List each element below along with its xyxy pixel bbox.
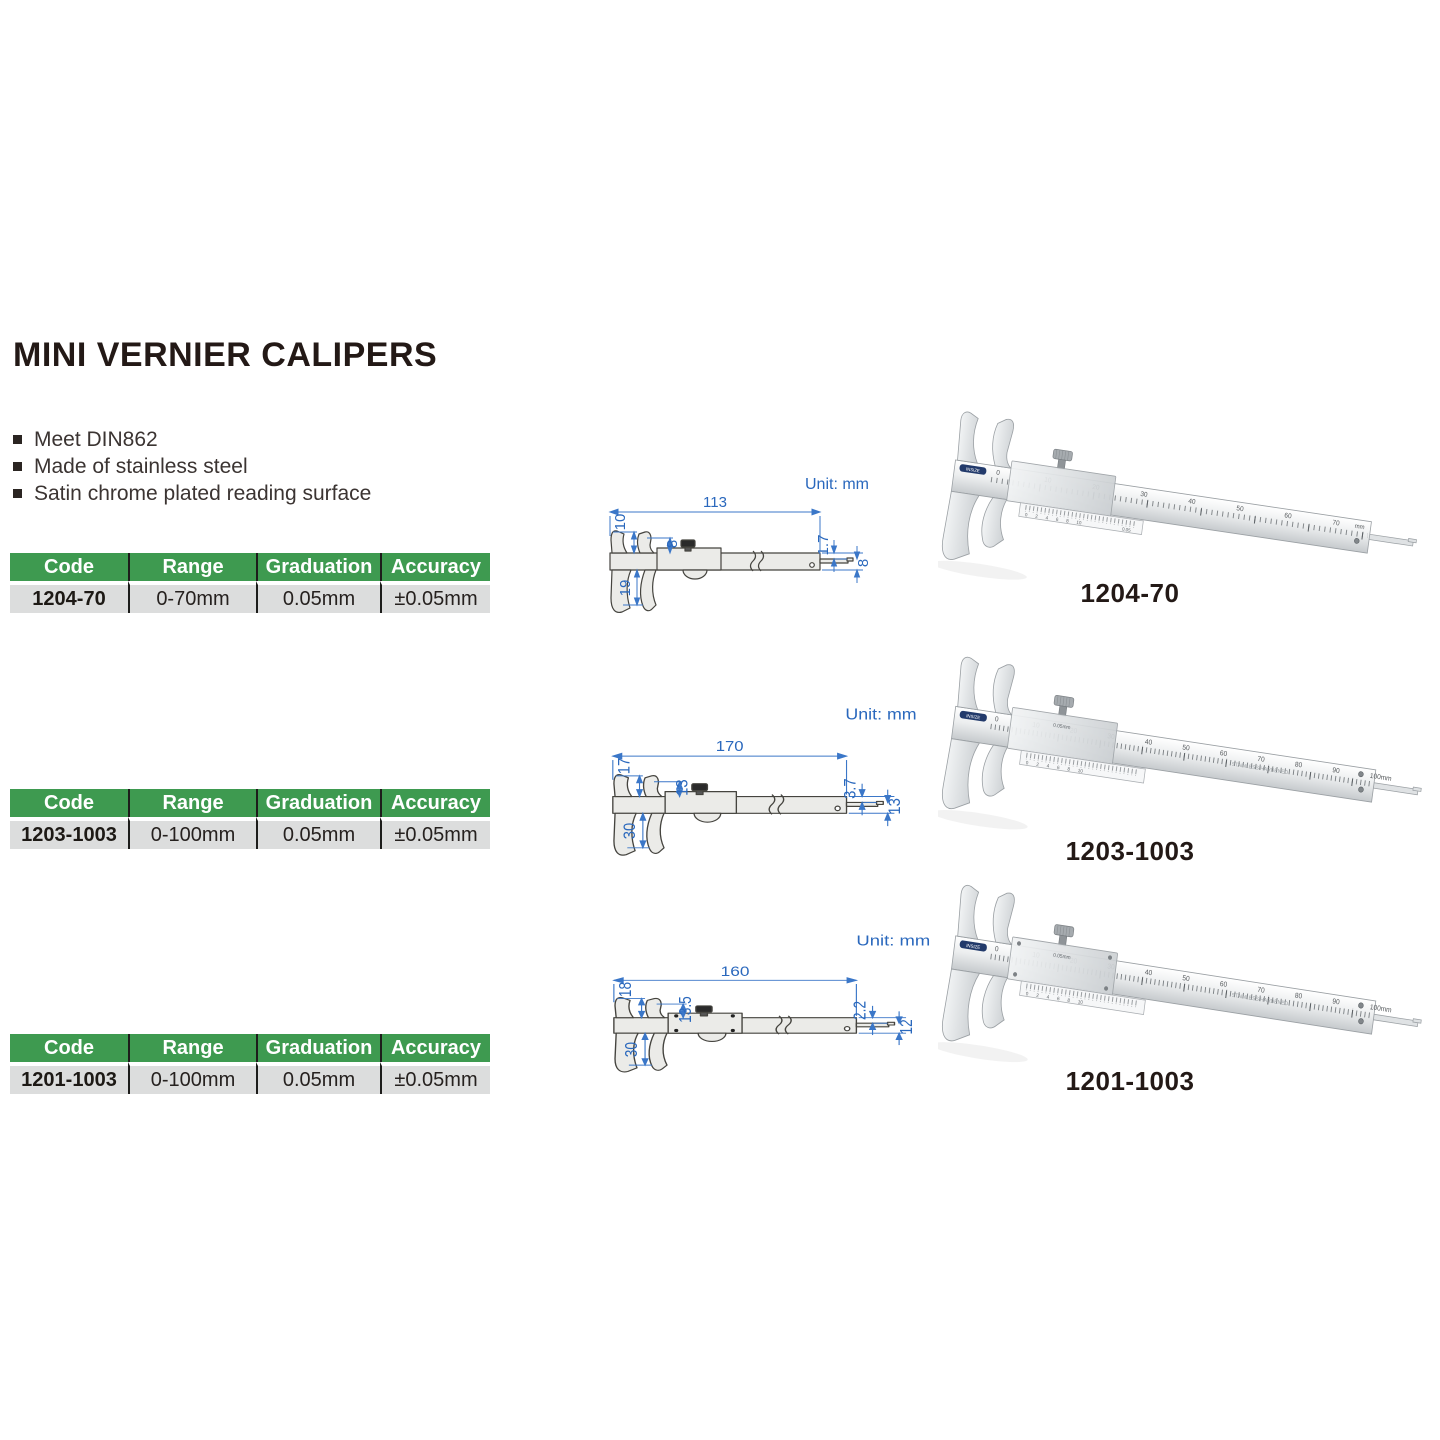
- vernier-numbers: 0 2 4 6 8 10: [1025, 760, 1084, 774]
- bullet-square-icon: [13, 435, 22, 444]
- product-photo-1203-1003: [938, 650, 1440, 840]
- brand-logo: INSIZE: [965, 466, 981, 474]
- upper-slider-jaw: [990, 417, 1018, 468]
- depth-rod: [1371, 1014, 1418, 1027]
- dim-rod-offset: 1.7: [815, 534, 832, 556]
- feature-text: Satin chrome plated reading surface: [34, 481, 372, 505]
- scale-numbers: 0405060708090100mm: [994, 715, 1392, 784]
- product-photo-1204-70: [938, 405, 1438, 590]
- cell-range: 0-70mm: [128, 581, 256, 613]
- cell-code: 1203-1003: [10, 817, 128, 849]
- col-header-code: Code: [10, 789, 128, 817]
- col-header-accuracy: Accuracy: [380, 1034, 490, 1062]
- upper-slider-jaw: [990, 663, 1018, 715]
- cell-graduation: 0.05mm: [256, 1062, 380, 1094]
- scale-unit: mm: [1354, 522, 1366, 532]
- dim-upper-jaw-depth: 13.5: [676, 996, 696, 1023]
- scale-numbers: 0405060708090100mm: [994, 945, 1392, 1015]
- col-header-code: Code: [10, 553, 128, 581]
- cell-accuracy: ±0.05mm: [380, 581, 490, 613]
- dim-rod-offset: 3.7: [841, 778, 860, 799]
- lower-fixed-jaw: [940, 738, 979, 811]
- col-header-accuracy: Accuracy: [380, 789, 490, 817]
- thumbscrew: [681, 540, 695, 547]
- vernier-label: 0.05mm: [1052, 952, 1071, 962]
- feature-item: [13, 453, 371, 480]
- dim-lower-jaw: 30: [622, 1042, 642, 1058]
- lower-fixed-jaw: [940, 491, 979, 562]
- etch-text: STAINLESS HARDENED: [1231, 761, 1289, 777]
- dim-upper-jaw-depth: 8: [664, 539, 681, 549]
- dim-upper-jaw: 18: [616, 981, 636, 998]
- end-screw: [1354, 538, 1359, 544]
- cell-graduation: 0.05mm: [256, 817, 380, 849]
- unit-label: Unit: mm: [805, 476, 869, 493]
- end-screw: [1358, 771, 1363, 777]
- dim-upper-jaw: 17: [615, 757, 634, 775]
- thumbscrew: [696, 1006, 712, 1012]
- feature-item: [13, 480, 371, 507]
- lower-slider-jaw: [979, 496, 1008, 549]
- col-header-range: Range: [128, 553, 256, 581]
- spec-table-1203-1003: [10, 789, 490, 849]
- brand-logo: INSIZE: [965, 713, 981, 721]
- feature-text: Made of stainless steel: [34, 454, 248, 478]
- col-header-range: Range: [128, 789, 256, 817]
- dim-upper-jaw-depth: 13: [673, 779, 692, 796]
- col-header-accuracy: Accuracy: [380, 553, 490, 581]
- dim-length: 113: [703, 494, 727, 511]
- vernier-numbers: 0 2 4 6 8 10: [1025, 992, 1084, 1007]
- depth-rod: [1367, 534, 1413, 546]
- vernier-label: 0.05mm: [1052, 722, 1071, 732]
- etch-text: STAINLESS HARDENED: [1231, 992, 1289, 1008]
- feature-list: [13, 426, 371, 507]
- dim-length: 160: [720, 964, 750, 980]
- product-code-label: 1201-1003: [1065, 1066, 1195, 1096]
- lower-slider-jaw: [980, 744, 1010, 798]
- end-screw: [1358, 787, 1363, 793]
- dim-upper-jaw: 10: [612, 513, 629, 531]
- lower-slider-jaw: [980, 974, 1010, 1029]
- upper-fixed-jaw: [956, 411, 984, 463]
- vernier-label: 0.05: [1121, 526, 1132, 533]
- feature-text: Meet DIN862: [34, 427, 158, 451]
- dim-rod-end: 12: [897, 1019, 917, 1035]
- upper-slider-jaw: [990, 891, 1018, 945]
- cell-code: 1204-70: [10, 581, 128, 613]
- bullet-square-icon: [13, 489, 22, 498]
- end-screw: [1358, 1018, 1363, 1024]
- col-header-graduation: Graduation: [256, 553, 380, 581]
- dim-lower-jaw: 30: [621, 822, 640, 840]
- cell-accuracy: ±0.05mm: [380, 817, 490, 849]
- spec-table-1201-1003: [10, 1034, 490, 1094]
- col-header-code: Code: [10, 1034, 128, 1062]
- upper-fixed-jaw: [956, 884, 985, 939]
- upper-fixed-jaw: [956, 656, 985, 709]
- cell-code: 1201-1003: [10, 1062, 128, 1094]
- dimension-diagram-1203-1003: [585, 693, 930, 905]
- product-code-label: 1204-70: [1080, 578, 1180, 608]
- lower-fixed-jaw: [940, 969, 979, 1044]
- dimension-diagram-1204-70: [585, 448, 895, 663]
- product-code-label: 1203-1003: [1065, 836, 1195, 866]
- page-title: MINI VERNIER CALIPERS: [13, 336, 438, 374]
- unit-label: Unit: mm: [845, 705, 917, 724]
- depth-rod: [1371, 782, 1418, 794]
- end-screw: [1358, 1002, 1363, 1008]
- col-header-range: Range: [128, 1034, 256, 1062]
- cell-range: 0-100mm: [128, 1062, 256, 1094]
- bullet-square-icon: [13, 462, 22, 471]
- dim-rod-offset: 2.2: [851, 1000, 871, 1020]
- vernier-numbers: 0 2 4 6 8 10: [1024, 512, 1082, 526]
- product-photo-1201-1003: [938, 878, 1440, 1073]
- cell-graduation: 0.05mm: [256, 581, 380, 613]
- cell-accuracy: ±0.05mm: [380, 1062, 490, 1094]
- brand-logo: INSIZE: [965, 942, 981, 951]
- dim-length: 170: [715, 738, 744, 755]
- col-header-graduation: Graduation: [256, 1034, 380, 1062]
- dimension-diagram-1201-1003: [585, 922, 943, 1118]
- thumbscrew: [692, 784, 708, 791]
- unit-label: Unit: mm: [856, 932, 931, 950]
- dim-lower-jaw: 19: [617, 579, 634, 597]
- col-header-graduation: Graduation: [256, 789, 380, 817]
- dim-rod-end: 8: [855, 558, 872, 568]
- feature-item: [13, 426, 371, 453]
- spec-table-1204-70: [10, 553, 490, 613]
- cell-range: 0-100mm: [128, 817, 256, 849]
- scale-numbers: 03040506070: [995, 469, 1341, 528]
- dim-rod-end: 13: [886, 798, 905, 815]
